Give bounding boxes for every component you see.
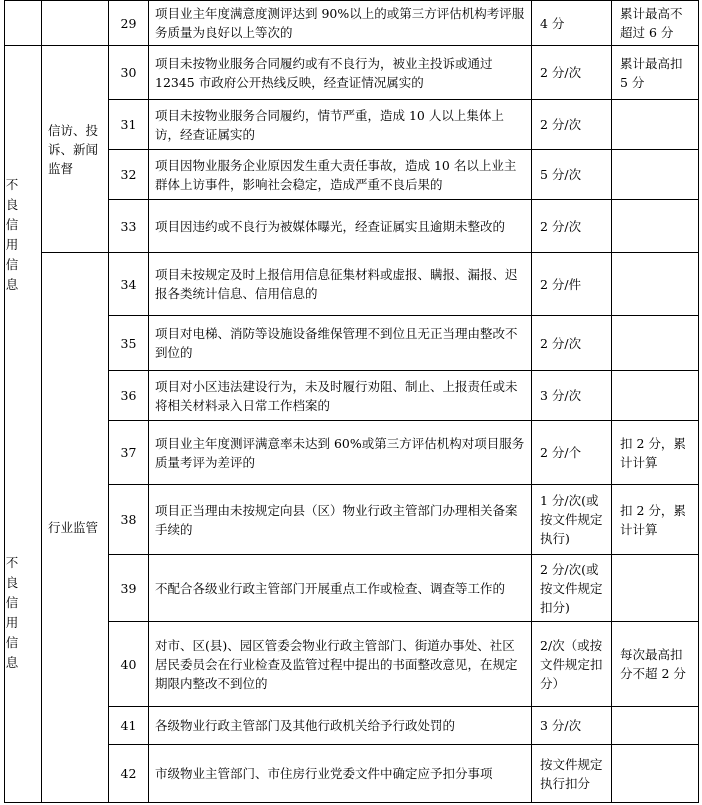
row-number: 34 — [109, 253, 149, 316]
table-row — [5, 371, 699, 421]
row-content: 项目业主年度满意度测评达到 90%以上的或第三方评估机构考评服务质量为良好以上等次的 — [149, 1, 532, 46]
row-number: 36 — [109, 371, 149, 421]
row-content: 项目对电梯、消防等设施设备维保管理不到位且无正当理由整改不到位的 — [149, 316, 532, 371]
row-content: 市级物业主管部门、市住房行业党委文件中确定应予扣分事项 — [149, 745, 532, 803]
row-content: 项目因物业服务企业原因发生重大责任事故，造成 10 名以上业主群体上访事件，影响社会稳定，造成严重不良后果的 — [149, 150, 532, 200]
row-number: 29 — [109, 1, 149, 46]
credit-table — [4, 0, 699, 803]
row-note: 累计最高不超过 6 分 — [612, 1, 699, 46]
row-note — [612, 100, 699, 150]
table-row — [5, 485, 699, 555]
row-note: 扣 2 分，累计计算 — [612, 421, 699, 485]
row-content: 项目对小区违法建设行为，未及时履行劝阻、制止、上报责任或未将相关材料录入日常工作档案的 — [149, 371, 532, 421]
table-row — [5, 555, 699, 622]
row-score: 2 分/次 — [532, 46, 612, 100]
row-content: 项目未按规定及时上报信用信息征集材料或虚报、瞒报、漏报、迟报各类统计信息、信用信息的 — [149, 253, 532, 316]
row-score: 2 分/次 — [532, 200, 612, 253]
row-score: 2 分/件 — [532, 253, 612, 316]
row-score: 1 分/次(或按文件规定执行) — [532, 485, 612, 555]
row-note — [612, 150, 699, 200]
row-note — [612, 200, 699, 253]
row-number: 30 — [109, 46, 149, 100]
table-row — [5, 745, 699, 803]
row-content: 各级物业行政主管部门及其他行政机关给予行政处罚的 — [149, 707, 532, 745]
subcategory-complaint: 信访、投诉、新闻监督 — [42, 46, 109, 253]
row-note: 扣 2 分，累计计算 — [612, 485, 699, 555]
row-note — [612, 253, 699, 316]
row-number: 38 — [109, 485, 149, 555]
row-number: 42 — [109, 745, 149, 803]
row-score: 3 分/次 — [532, 707, 612, 745]
row-note — [612, 316, 699, 371]
row-note — [612, 371, 699, 421]
table-row — [5, 1, 699, 46]
table-row — [5, 150, 699, 200]
row-score: 2 分/次 — [532, 100, 612, 150]
table-row — [5, 253, 699, 316]
row-number: 32 — [109, 150, 149, 200]
row-number: 35 — [109, 316, 149, 371]
row-score: 3 分/次 — [532, 371, 612, 421]
row-number: 37 — [109, 421, 149, 485]
row-note — [612, 745, 699, 803]
row-content: 项目未按物业服务合同履约或有不良行为，被业主投诉或通过 12345 市政府公开热线反映，经查证情况属实的 — [149, 46, 532, 100]
category-label-bottom: 不良信用信息 — [5, 555, 19, 670]
subcategory-industry: 行业监管 — [42, 253, 109, 803]
row-score: 2 分/次(或按文件规定扣分) — [532, 555, 612, 622]
row-score: 4 分 — [532, 1, 612, 46]
table-row — [5, 707, 699, 745]
row-number: 31 — [109, 100, 149, 150]
category-cell-empty — [5, 1, 42, 46]
subcategory-cell-empty — [42, 1, 109, 46]
row-note: 累计最高扣 5 分 — [612, 46, 699, 100]
table-row — [5, 316, 699, 371]
row-content: 项目未按物业服务合同履约，情节严重，造成 10 人以上集体上访，经查证属实的 — [149, 100, 532, 150]
row-score: 2/次（或按文件规定扣分） — [532, 622, 612, 707]
table-row — [5, 622, 699, 707]
row-note: 每次最高扣分不超 2 分 — [612, 622, 699, 707]
table-row — [5, 421, 699, 485]
credit-table-container — [4, 0, 698, 803]
row-content: 项目业主年度测评满意率未达到 60%或第三方评估机构对项目服务质量考评为差评的 — [149, 421, 532, 485]
row-content: 项目因违约或不良行为被媒体曝光，经查证属实且逾期未整改的 — [149, 200, 532, 253]
category-label-top: 不良信用信息 — [5, 177, 19, 292]
category-cell — [5, 46, 42, 803]
row-note — [612, 707, 699, 745]
table-row — [5, 100, 699, 150]
row-score: 5 分/次 — [532, 150, 612, 200]
row-number: 33 — [109, 200, 149, 253]
row-note — [612, 555, 699, 622]
row-score: 按文件规定执行扣分 — [532, 745, 612, 803]
row-number: 41 — [109, 707, 149, 745]
row-score: 2 分/次 — [532, 316, 612, 371]
row-number: 39 — [109, 555, 149, 622]
row-content: 对市、区(县)、园区管委会物业行政主管部门、街道办事处、社区居民委员会在行业检查及监管过程中提出的书面整改意见，在规定期限内整改不到位的 — [149, 622, 532, 707]
row-score: 2 分/个 — [532, 421, 612, 485]
row-content: 项目正当理由未按规定向县（区）物业行政主管部门办理相关备案手续的 — [149, 485, 532, 555]
table-row — [5, 200, 699, 253]
table-row — [5, 46, 699, 100]
row-content: 不配合各级业行政主管部门开展重点工作或检查、调查等工作的 — [149, 555, 532, 622]
row-number: 40 — [109, 622, 149, 707]
